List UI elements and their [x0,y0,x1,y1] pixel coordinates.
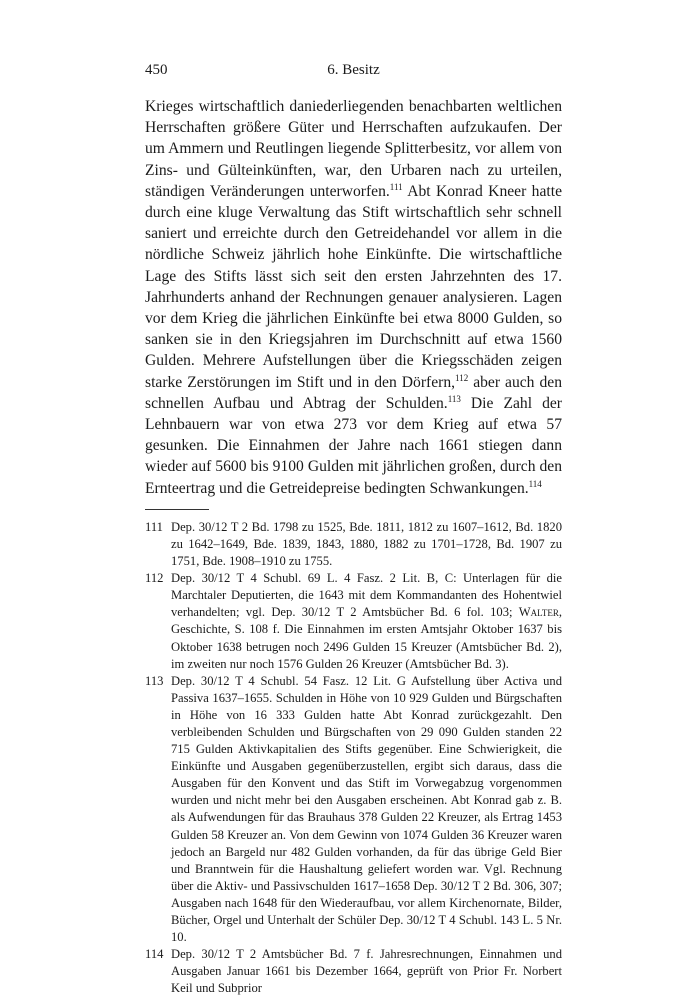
footnote-number: 114 [145,947,164,962]
book-page [145,62,562,997]
running-head [145,62,562,84]
footnote-text: Dep. 30/12 T 2 Bd. 1798 zu 1525, Bde. 1811, 1812 zu 1607–1612, Bd. 1820 zu 1642–1649, Bde. 1839, 1843, 1880, 1882 zu 1701–1728, Bd. 1907 zu 1751, Bde. 1908–1910 zu 1755. [171,519,562,569]
body-text-segment: Abt Konrad Kneer hatte durch eine kluge Verwaltung das Stift wirtschaftlich sehr schnell saniert und erreichte durch den Getreidehandel vor allem in die nördliche Schweiz jährlich hohe Einkünfte. Die wirtschaftliche Lage des Stifts lässt sich seit den ersten Jahrzehnten des 17. Jahrhunderts anhand der Rechnungen genauer analysieren. Lagen vor dem Krieg die jährlichen Einkünfte bei etwa 8000 Gulden, so sanken sie in den Kriegsjahren im Durchschnitt auf etwa 1560 Gulden. Mehrere Aufstellungen über die Kriegsschäden zeigen starke Zerstörungen im Stift und in den Dörfern, [145,182,562,391]
page-number: 450 [145,62,168,78]
body-text-segment: Die Zahl der Lehnbauern war von etwa 273 vor dem Krieg auf etwa 57 gesunken. Die Einnahmen der Jahre nach 1661 stiegen dann wieder auf 5600 bis 9100 Gulden mit jährlichen großen, durch den Ernteertrag und die Getreidepreise bedingten Schwankungen. [145,394,562,497]
footnote-ref: 111 [389,181,403,192]
footnote-separator [145,509,209,510]
footnote [145,673,562,947]
footnote-ref: 112 [455,372,469,383]
body-text-segment: Krieges wirtschaftlich daniederliegenden benachbarten weltlichen Herrschaften größere Güter und Herrschaften aufzukaufen. Der um Ammern und Reutlingen liegende Splitterbesitz, vor allem von Zins- und Gülteinkünften, war, den Urbaren nach zu urteilen, ständigen Veränderungen unterworfen. [145,98,562,200]
footnotes [145,519,562,997]
footnote [145,570,562,673]
body-text-segment: aber auch den schnellen Aufbau und Abtrag der Schulden. [145,373,563,412]
footnote-ref: 114 [528,478,542,489]
footnote-text: , Geschichte, S. 108 f. Die Einnahmen im ersten Amtsjahr Oktober 1637 bis Oktober 1638 betrugen noch 2496 Gulden 15 Kreuzer (Amtsbücher Bd. 2), im zweiten nur noch 1576 Gulden 26 Kreuzer (Amtsbücher Bd. 3). [171,605,562,671]
chapter-title: 6. Besitz [327,62,380,78]
footnote-number: 112 [145,571,164,586]
footnote-text: Dep. 30/12 T 4 Schubl. 54 Fasz. 12 Lit. G Aufstellung über Activa und Passiva 1637–1655. Schulden in Höhe von 10 929 Gulden und Bürgschaften in Höhe von 16 333 Gulden hatte Abt Konrad zurückgezahlt. Den verbleibenden Schulden und Bürgschaften von 29 090 Gulden standen 22 715 Gulden Aktivkapitalien des Stifts gegenüber. Eine Schwierigkeit, die Einkünfte und Ausgaben gegenüberzustellen, ergibt sich daraus, dass die Ausgaben für den Konvent und das Stift im Vorwegabzug vorgenommen wurden und nicht mehr bei den Ausgaben erscheinen. Abt Konrad gab z. B. als Aufwendungen für das Brauhaus 378 Gulden 22 Kreuzer, als Ertrag 1453 Gulden 58 Kreuzer an. Von dem Gewinn von 1074 Gulden 36 Kreuzer waren jedoch an Bargeld nur 482 Gulden vorhanden, da für das übrige Geld Bier und Branntwein für die Haushaltung geliefert worden war. Vgl. Rechnung über die Aktiv- und Passivschulden 1617–1658 Dep. 30/12 T 2 Bd. 306, 307; Ausgaben nach 1648 für den Wiederaufbau, vor allem Kirchenornate, Bilder, Bücher, Orgel und Unterhalt der Schüler Dep. 30/12 T 4 Schubl. 143 L. 5 Nr. 10. [171,673,562,945]
footnote-text: Dep. 30/12 T 4 Schubl. 69 L. 4 Fasz. 2 Lit. B, C: Unterlagen für die Marchtaler Deputierten, die 1643 mit dem Kommandanten des Hohentwiel verhandelten; vgl. Dep. 30/12 T 2 Amtsbücher Bd. 6 fol. 103; [171,571,562,620]
footnote-text: Dep. 30/12 T 2 Amtsbücher Bd. 7 f. Jahresrechnungen, Einnahmen und Ausgaben Januar 1661 bis Dezember 1664, geprüft von Prior Fr. Norbert Keil und Subprior [171,947,562,996]
body-paragraph [145,96,562,499]
footnote [145,946,562,997]
footnote [145,519,562,570]
footnote-ref: 113 [447,393,461,404]
footnote-number: 113 [145,673,164,688]
footnote-number: 111 [145,519,163,534]
footnote-author: Walter [518,605,559,620]
